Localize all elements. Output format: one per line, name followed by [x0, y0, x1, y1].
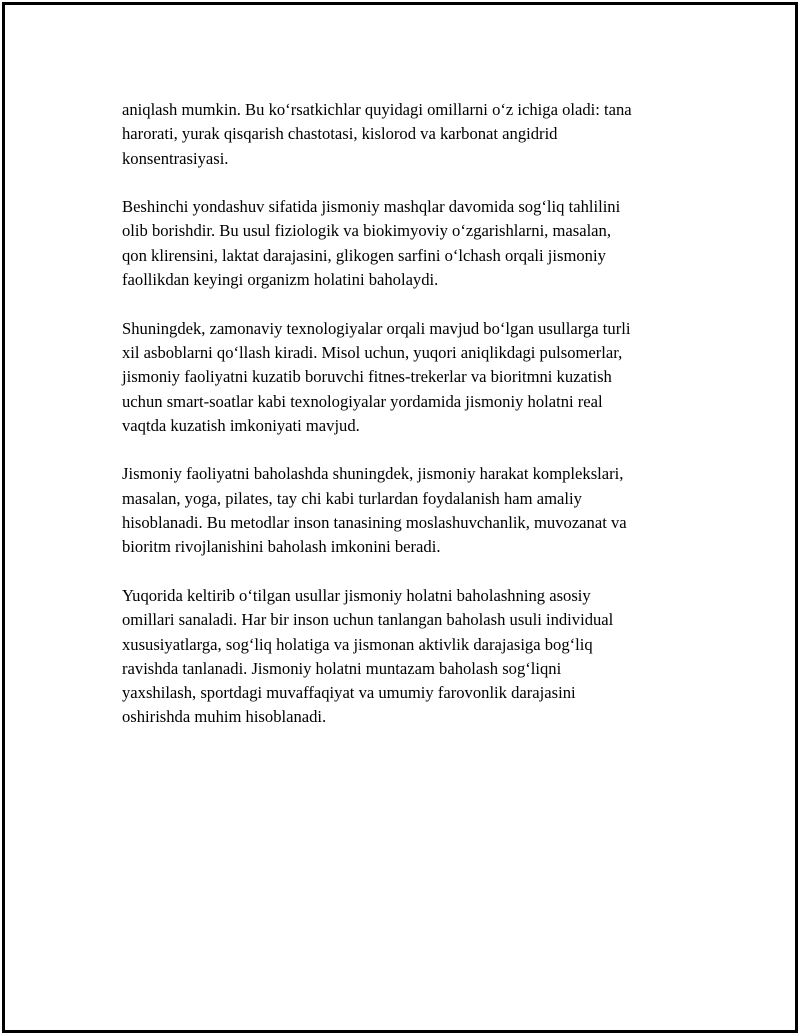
- paragraph-4: Jismoniy faoliyatni baholashda shuningdek, jismoniy harakat komplekslari, masalan, yoga, pilates, tay chi kabi turlardan foydalanish ham amaliy hisoblanadi. Bu metodlar inson tanasining moslashuvchanlik, muvozanat va bioritm rivojlanishini baholash imkonini beradi.: [122, 464, 627, 557]
- paragraph-3: Shuningdek, zamonaviy texnologiyalar orqali mavjud bo‘lgan usullarga turli xil asboblarni qo‘llash kiradi. Misol uchun, yuqori aniqlikdagi pulsomerlar, jismoniy faoliyatni kuzatib boruvchi fitnes-trekerlar va bioritmni kuzatish uchun smart-soatlar kabi texnologiyalar yordamida jismoniy holatni real vaqtda kuzatish imkoniyati mavjud.: [122, 318, 631, 435]
- paragraph-2: Beshinchi yondashuv sifatida jismoniy mashqlar davomida sog‘liq tahlilini olib borishdir. Bu usul fiziologik va biokimyoviy o‘zgarishlarni, masalan, qon klirensini, laktat darajasini, glikogen sarfini o‘lchash orqali jismoniy faollikdan keyingi organizm holatini baholaydi.: [122, 197, 621, 290]
- paragraph-1: aniqlash mumkin. Bu ko‘rsatkichlar quyidagi omillarni o‘z ichiga oladi: tana harorati, yurak qisqarish chastotasi, kislorod va karbonat angidrid konsentrasiyasi.: [122, 100, 632, 168]
- page-frame: [2, 2, 798, 1033]
- paragraph-5: Yuqorida keltirib o‘tilgan usullar jismoniy holatni baholashning asosiy omillari sanaladi. Har bir inson uchun tanlangan baholash usuli individual xususiyatlarga, sog‘liq holatiga va jismonan aktivlik darajasiga bog‘liq ravishda tanlanadi. Jismoniy holatni muntazam baholash sog‘liqni yaxshilash, sportdagi muvaffaqiyat va umumiy farovonlik darajasini oshirishda muhim hisoblanadi.: [122, 585, 614, 727]
- document-body: [122, 98, 702, 754]
